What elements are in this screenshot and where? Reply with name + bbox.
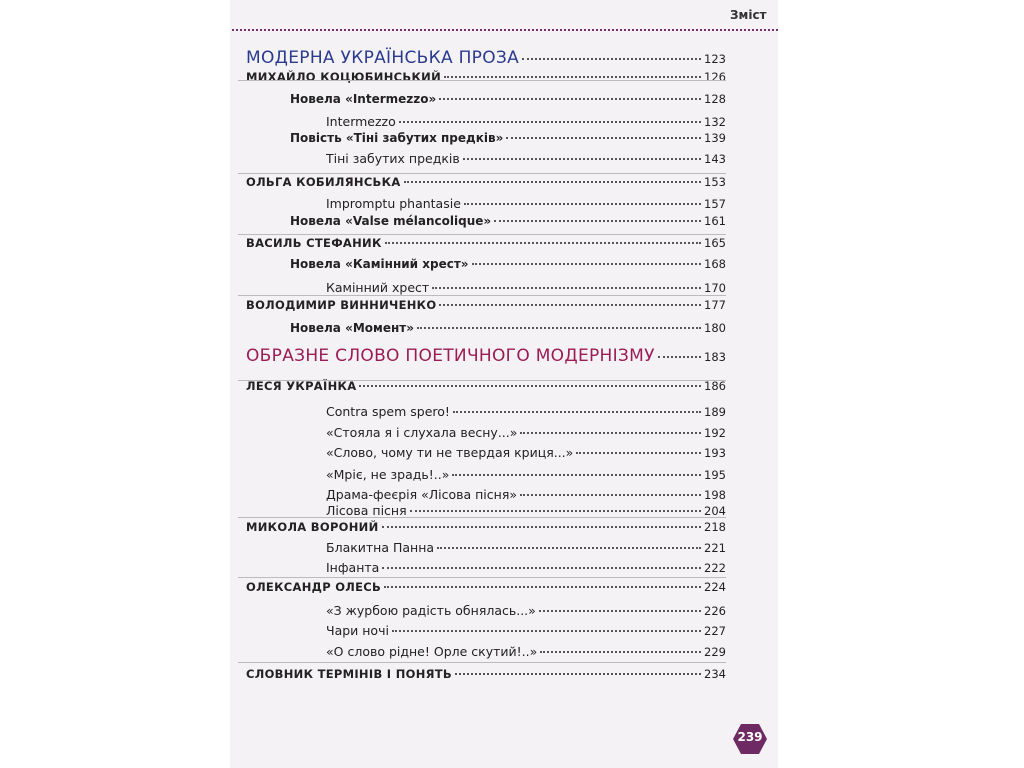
toc-title: «О слово рідне! Орле скутий!..» <box>326 644 538 659</box>
toc-title: Impromptu phantasie <box>326 196 461 211</box>
toc-title: «Мріє, не зрадь!..» <box>326 467 450 482</box>
divider <box>238 380 726 381</box>
toc-page-number: 139 <box>704 131 726 145</box>
toc-page-number: 224 <box>704 580 726 594</box>
toc-title: ЛЕСЯ УКРАЇНКА <box>246 379 357 393</box>
toc-page-number: 177 <box>704 298 726 312</box>
dot-leader <box>432 287 701 289</box>
dot-leader <box>576 452 701 454</box>
toc-entry <box>326 404 726 426</box>
dot-leader <box>463 158 701 160</box>
toc-title: Чари ночі <box>326 623 389 638</box>
divider <box>238 517 726 518</box>
toc-page-number: 168 <box>704 257 726 271</box>
toc-entry <box>326 467 726 489</box>
toc-entry <box>290 214 726 236</box>
toc-entry <box>290 131 726 153</box>
toc-author <box>246 70 726 92</box>
divider <box>238 295 726 296</box>
toc-entry <box>326 425 726 447</box>
toc-title: Contra spem spero! <box>326 404 450 419</box>
toc-title: ВОЛОДИМИР ВИННИЧЕНКО <box>246 298 437 312</box>
toc-entry <box>326 623 726 645</box>
toc-page-number: 132 <box>704 115 726 129</box>
dot-leader <box>417 327 701 329</box>
toc-entry <box>290 257 726 279</box>
dot-leader <box>452 474 701 476</box>
toc-section <box>246 346 726 368</box>
dot-leader <box>437 547 701 549</box>
dot-leader <box>520 432 701 434</box>
header-divider <box>232 29 778 31</box>
toc-page-number: 123 <box>704 52 726 66</box>
toc-title: МИКОЛА ВОРОНИЙ <box>246 520 379 534</box>
toc-title: Драма-феєрія «Лісова пісня» <box>326 487 517 502</box>
toc-entry <box>326 540 726 562</box>
dot-leader <box>439 304 701 306</box>
dot-leader <box>410 510 701 512</box>
page-number: 239 <box>737 730 763 744</box>
divider <box>238 173 726 174</box>
toc-title: Блакитна Панна <box>326 540 435 555</box>
dot-leader <box>439 98 701 100</box>
toc-entry <box>326 560 726 582</box>
toc-title: МОДЕРНА УКРАЇНСЬКА ПРОЗА <box>246 48 520 68</box>
toc-entry <box>290 321 726 343</box>
toc-title: Новела «Камінний хрест» <box>290 257 469 271</box>
toc-page-number: 192 <box>704 426 726 440</box>
toc-page-number: 234 <box>704 667 726 681</box>
toc-page-number: 157 <box>704 197 726 211</box>
dot-leader <box>392 630 701 632</box>
toc-title: Лісова пісня <box>326 503 407 518</box>
toc-title: ОЛЬГА КОБИЛЯНСЬКА <box>246 175 401 189</box>
toc-title: Тіні забутих предків <box>326 151 460 166</box>
dot-leader <box>522 58 701 60</box>
toc-title: Камінний хрест <box>326 280 430 295</box>
toc-title: Повість «Тіні забутих предків» <box>290 131 504 145</box>
toc-author <box>246 379 726 401</box>
toc-page-number: 204 <box>704 504 726 518</box>
toc-page-number: 165 <box>704 236 726 250</box>
toc-entry <box>326 603 726 625</box>
toc-title: Інфанта <box>326 560 380 575</box>
toc-page-number: 153 <box>704 175 726 189</box>
toc-section <box>246 48 726 70</box>
toc-page-number: 186 <box>704 379 726 393</box>
toc-page-number: 218 <box>704 520 726 534</box>
dot-leader <box>453 411 701 413</box>
toc-title: Intermezzo <box>326 114 396 129</box>
toc-page-number: 227 <box>704 624 726 638</box>
toc-page-number: 195 <box>704 468 726 482</box>
dot-leader <box>382 526 702 528</box>
toc-page-number: 170 <box>704 281 726 295</box>
dot-leader <box>540 651 701 653</box>
toc-page-number: 229 <box>704 645 726 659</box>
toc-title: Новела «Valse mélancolique» <box>290 214 492 228</box>
running-header: Зміст <box>730 8 767 22</box>
dot-leader <box>385 242 701 244</box>
toc-page-number: 226 <box>704 604 726 618</box>
toc-author <box>246 580 726 602</box>
dot-leader <box>444 76 701 78</box>
toc-title: ОЛЕКСАНДР ОЛЕСЬ <box>246 580 382 594</box>
toc-page-number: 189 <box>704 405 726 419</box>
toc-title: Новела «Intermezzo» <box>290 92 437 106</box>
toc-author <box>246 236 726 258</box>
toc-title: «Слово, чому ти не твердая криця...» <box>326 445 574 460</box>
dot-leader <box>494 220 701 222</box>
dot-leader <box>404 181 702 183</box>
divider <box>238 577 726 578</box>
divider <box>238 80 726 81</box>
toc-page-number: 180 <box>704 321 726 335</box>
dot-leader <box>520 494 701 496</box>
toc-page-number: 221 <box>704 541 726 555</box>
dot-leader <box>382 567 701 569</box>
dot-leader <box>399 121 701 123</box>
dot-leader <box>506 137 701 139</box>
dot-leader <box>455 673 701 675</box>
toc-page-number: 161 <box>704 214 726 228</box>
toc-page-number: 222 <box>704 561 726 575</box>
divider <box>238 234 726 235</box>
dot-leader <box>384 586 701 588</box>
divider <box>238 662 726 663</box>
toc-page-number: 198 <box>704 488 726 502</box>
toc-title: ВАСИЛЬ СТЕФАНИК <box>246 236 382 250</box>
toc-author <box>246 298 726 320</box>
dot-leader <box>464 203 701 205</box>
toc-page-number: 193 <box>704 446 726 460</box>
toc-title: Новела «Момент» <box>290 321 414 335</box>
toc-page-number: 183 <box>704 350 726 364</box>
toc-page-number: 143 <box>704 152 726 166</box>
toc-title: «Стояла я і слухала весну...» <box>326 425 518 440</box>
toc-title: «З журбою радість обнялась...» <box>326 603 536 618</box>
toc-entry <box>326 445 726 467</box>
dot-leader <box>472 263 702 265</box>
toc-author <box>246 175 726 197</box>
dot-leader <box>359 385 701 387</box>
toc-page-number: 128 <box>704 92 726 106</box>
toc-title: МИХАЙЛО КОЦЮБИНСЬКИЙ <box>246 70 442 84</box>
toc-entry <box>290 92 726 114</box>
toc-title: СЛОВНИК ТЕРМІНІВ І ПОНЯТЬ <box>246 667 452 681</box>
toc-author <box>246 667 726 689</box>
toc-entry <box>326 151 726 173</box>
dot-leader <box>658 356 701 358</box>
toc-title: ОБРАЗНЕ СЛОВО ПОЕТИЧНОГО МОДЕРНІЗМУ <box>246 346 655 366</box>
toc-page-number: 126 <box>704 70 726 84</box>
dot-leader <box>539 610 701 612</box>
toc-author <box>246 520 726 542</box>
